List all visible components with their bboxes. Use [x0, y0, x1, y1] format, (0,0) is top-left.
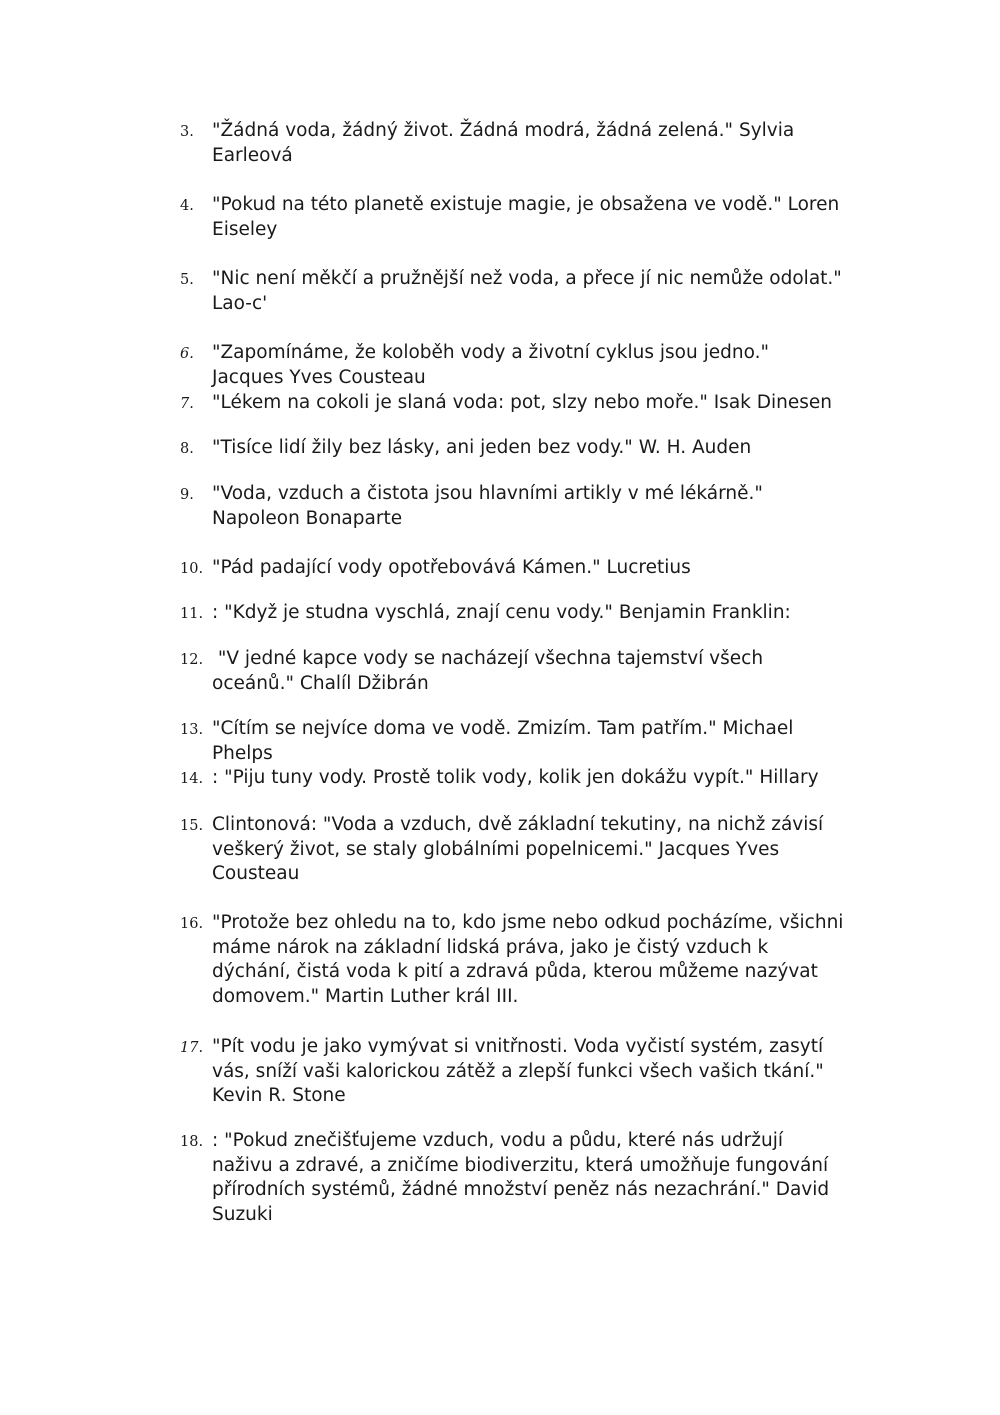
- quote-item: [180, 436, 860, 462]
- quote-item: [180, 1035, 860, 1109]
- quote-text: "Tisíce lidí žily bez lásky, ani jeden bez vody." W. H. Auden: [212, 437, 752, 458]
- quote-text: : "Pokud znečišťujeme vzduch, vodu a půdu, které nás udržují naživu a zdravé, a zničíme biodiverzitu, která umožňuje fungování přírodních systémů, žádné množství peněz nás nezachrání." David Suzuki: [212, 1130, 830, 1225]
- quote-number: 11.: [180, 606, 204, 622]
- quote-text: Clintonová: "Voda a vzduch, dvě základní tekutiny, na nichž závisí veškerý život, se staly globálními popelnicemi." Jacques Yves Cousteau: [212, 814, 824, 884]
- quote-number: 7.: [180, 396, 194, 412]
- quote-text: "Zapomínáme, že koloběh vody a životní cyklus jsou jedno." Jacques Yves Cousteau: [212, 342, 769, 388]
- quote-item: [180, 341, 860, 390]
- quote-item: [180, 766, 860, 792]
- quote-number: 15.: [180, 818, 204, 834]
- quote-number: 14.: [180, 771, 204, 787]
- quote-number: 8.: [180, 441, 194, 457]
- quote-number: 13.: [180, 722, 204, 738]
- quote-number: 12.: [180, 652, 204, 668]
- quote-text: : "Piju tuny vody. Prostě tolik vody, kolik jen dokážu vypít." Hillary: [212, 767, 819, 788]
- quote-item: [180, 601, 860, 627]
- quote-number: 10.: [180, 561, 204, 577]
- quote-item: [180, 1129, 860, 1227]
- quote-item: [180, 556, 860, 582]
- quote-text: "V jedné kapce vody se nacházejí všechna tajemství všech oceánů." Chalíl Džibrán: [212, 648, 764, 694]
- quote-text: "Pád padající vody opotřebovává Kámen." Lucretius: [212, 557, 691, 578]
- quote-item: [180, 119, 860, 168]
- quote-item: [180, 647, 860, 696]
- quote-number: 6.: [180, 346, 194, 362]
- quote-number: 3.: [180, 124, 194, 140]
- quote-item: [180, 717, 860, 766]
- quote-number: 9.: [180, 487, 194, 503]
- quote-number: 5.: [180, 272, 194, 288]
- quote-number: 18.: [180, 1134, 204, 1150]
- quote-item: [180, 267, 860, 316]
- quote-number: 4.: [180, 198, 194, 214]
- quote-text: "Nic není měkčí a pružnější než voda, a přece jí nic nemůže odolat." Lao-c': [212, 268, 842, 314]
- quote-number: 16.: [180, 916, 204, 932]
- quote-text: "Lékem na cokoli je slaná voda: pot, slzy nebo moře." Isak Dinesen: [212, 392, 832, 413]
- quote-text: "Voda, vzduch a čistota jsou hlavními artikly v mé lékárně." Napoleon Bonaparte: [212, 483, 763, 529]
- quote-text: "Cítím se nejvíce doma ve vodě. Zmizím. Tam patřím." Michael Phelps: [212, 718, 794, 764]
- quote-text: "Žádná voda, žádný život. Žádná modrá, žádná zelená." Sylvia Earleová: [212, 120, 795, 166]
- quote-item: [180, 193, 860, 242]
- quote-number: 17.: [180, 1040, 204, 1056]
- quote-text: "Pokud na této planetě existuje magie, je obsažena ve vodě." Loren Eiseley: [212, 194, 840, 240]
- quote-text: : "Když je studna vyschlá, znají cenu vody." Benjamin Franklin:: [212, 602, 791, 623]
- quote-text: "Protože bez ohledu na to, kdo jsme nebo odkud pocházíme, všichni máme nárok na základní lidská práva, jako je čistý vzduch k dýchání, čistá voda k pití a zdravá půda, kterou můžeme nazývat domovem." Martin Luther král III.: [212, 912, 844, 1007]
- quote-item: [180, 911, 860, 1009]
- quote-item: [180, 482, 860, 531]
- quote-item: [180, 391, 860, 417]
- quote-item: [180, 813, 860, 887]
- quote-text: "Pít vodu je jako vymývat si vnitřnosti. Voda vyčistí systém, zasytí vás, sníží vaši kalorickou zátěž a zlepší funkci všech vašich tkání." Kevin R. Stone: [212, 1036, 824, 1106]
